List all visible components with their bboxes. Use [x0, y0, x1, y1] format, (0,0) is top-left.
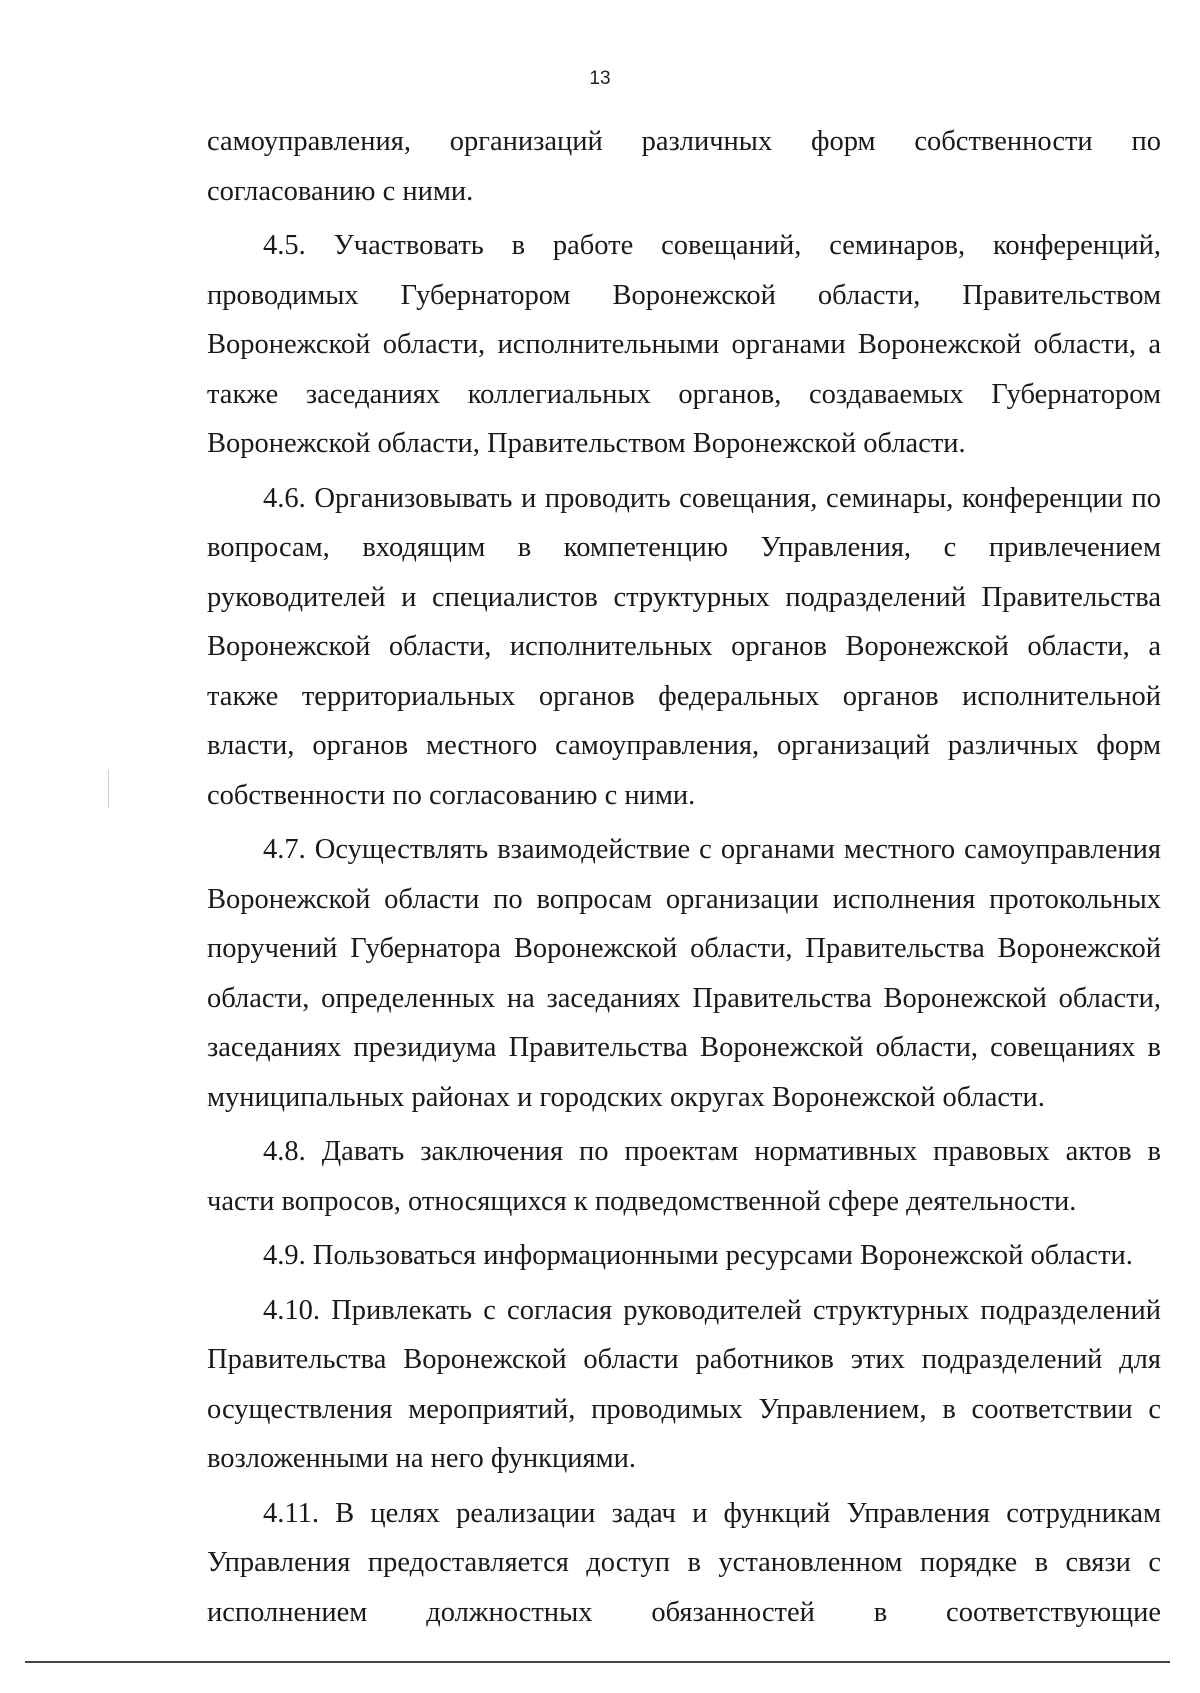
page-number: 13 [589, 68, 611, 89]
paragraph-4-7: 4.7. Осуществлять взаимодействие с органами местного самоуправления Воронежской области по вопросам организации исполнения протокольных поручений Губернатора Воронежской области, Правительства Воронежской области, определенных на заседаниях Правительства Воронежской области, заседаниях президиума Правительства Воронежской области, совещаниях в муниципальных районах и городских округах Воронежской области. [207, 834, 1161, 1113]
paragraph-continuation: самоуправления, организаций различных форм собственности по согласованию с ними. [207, 126, 1161, 207]
scan-artifact-line [108, 770, 109, 808]
paragraph-4-8: 4.8. Давать заключения по проектам нормативных правовых актов в части вопросов, относящихся к подведомственной сфере деятельности. [207, 1136, 1161, 1217]
paragraph-4-10: 4.10. Привлекать с согласия руководителей структурных подразделений Правительства Воронежской области работников этих подразделений для осуществления мероприятий, проводимых Управлением, в соответствии с возложенными на него функциями. [207, 1294, 1161, 1474]
paragraph-4-6: 4.6. Организовывать и проводить совещания, семинары, конференции по вопросам, входящим в компетенцию Управления, с привлечением руководителей и специалистов структурных подразделений Правительства Воронежской области, исполнительных органов Воронежской области, а также территориальных органов федеральных органов исполнительной власти, органов местного самоуправления, организаций различных форм собственности по согласованию с ними. [207, 482, 1161, 811]
bottom-divider [25, 1661, 1170, 1663]
document-body [207, 117, 1161, 1642]
paragraph-4-11: 4.11. В целях реализации задач и функций Управления сотрудникам Управления предоставляется доступ в установленном порядке в связи с исполнением должностных обязанностей в соответствующие [207, 1497, 1161, 1628]
paragraph-4-9: 4.9. Пользоваться информационными ресурсами Воронежской области. [263, 1240, 1133, 1271]
paragraph-4-5: 4.5. Участвовать в работе совещаний, семинаров, конференций, проводимых Губернатором Воронежской области, Правительством Воронежской области, исполнительными органами Воронежской области, а также заседаниях коллегиальных органов, создаваемых Губернатором Воронежской области, Правительством Воронежской области. [207, 230, 1161, 459]
